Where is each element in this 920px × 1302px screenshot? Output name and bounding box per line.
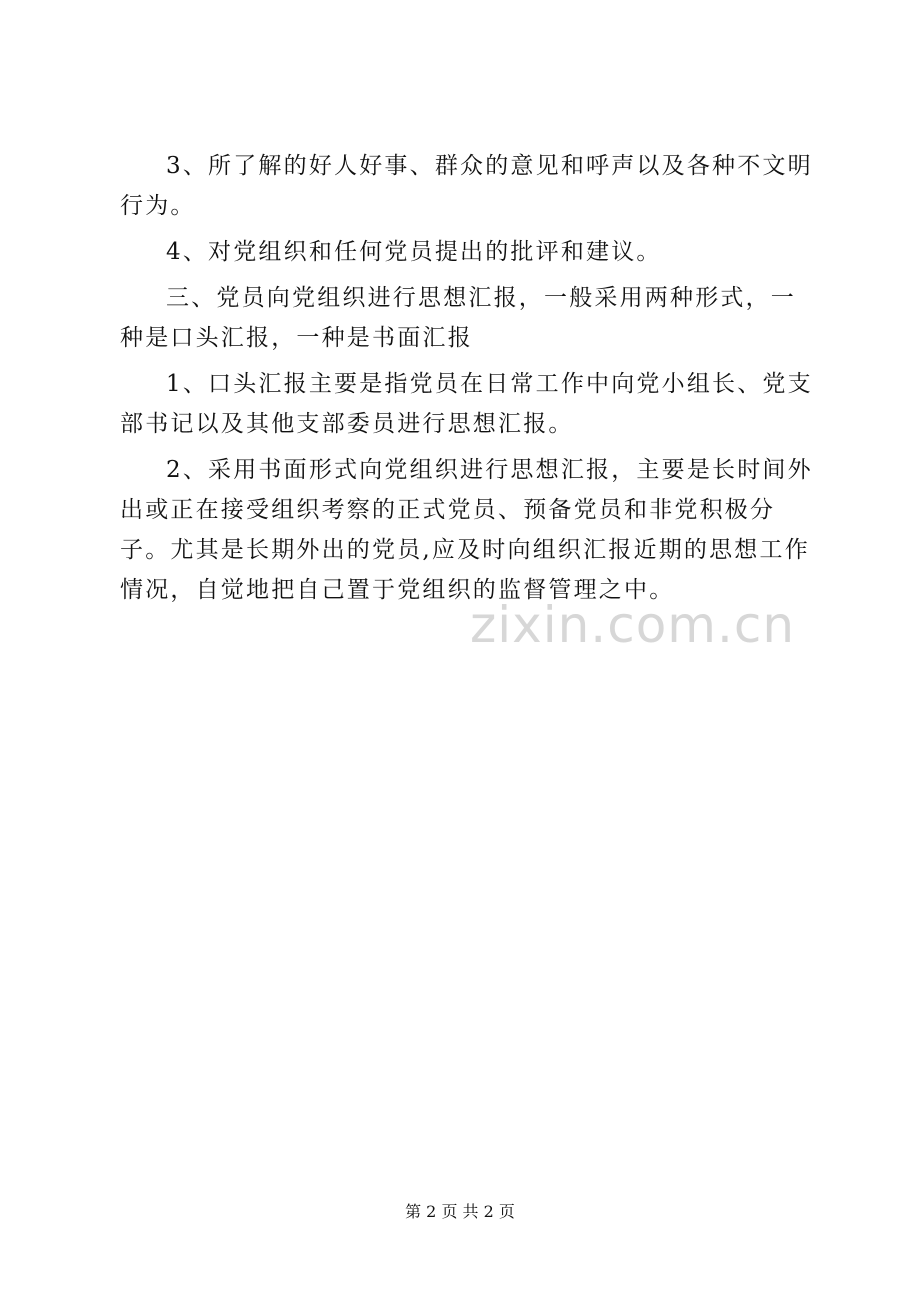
paragraph-written-report: 2、采用书面形式向党组织进行思想汇报，主要是长时间外出或正在接受组织考察的正式党员、预备党员和非党积极分子。尤其是长期外出的党员,应及时向组织汇报近期的思想工作情况，自觉地把自己置于党组织的监督管理之中。: [120, 457, 813, 603]
paragraph-item-3: 3、所了解的好人好事、群众的意见和呼声以及各种不文明行为。: [120, 153, 813, 219]
paragraph-oral-report: 1、口头汇报主要是指党员在日常工作中向党小组长、党支部书记以及其他支部委员进行思想汇报。: [120, 371, 813, 437]
page-footer: 第 2 页 共 2 页: [405, 1202, 515, 1221]
paragraph-item-4: 4、对党组织和任何党员提出的批评和建议。: [166, 239, 662, 265]
document-body: [120, 146, 820, 616]
watermark: zixin.com.cn: [470, 596, 796, 654]
section-heading-three: 三、党员向党组织进行思想汇报，一般采用两种形式，一种是口头汇报，一种是书面汇报: [120, 285, 796, 351]
